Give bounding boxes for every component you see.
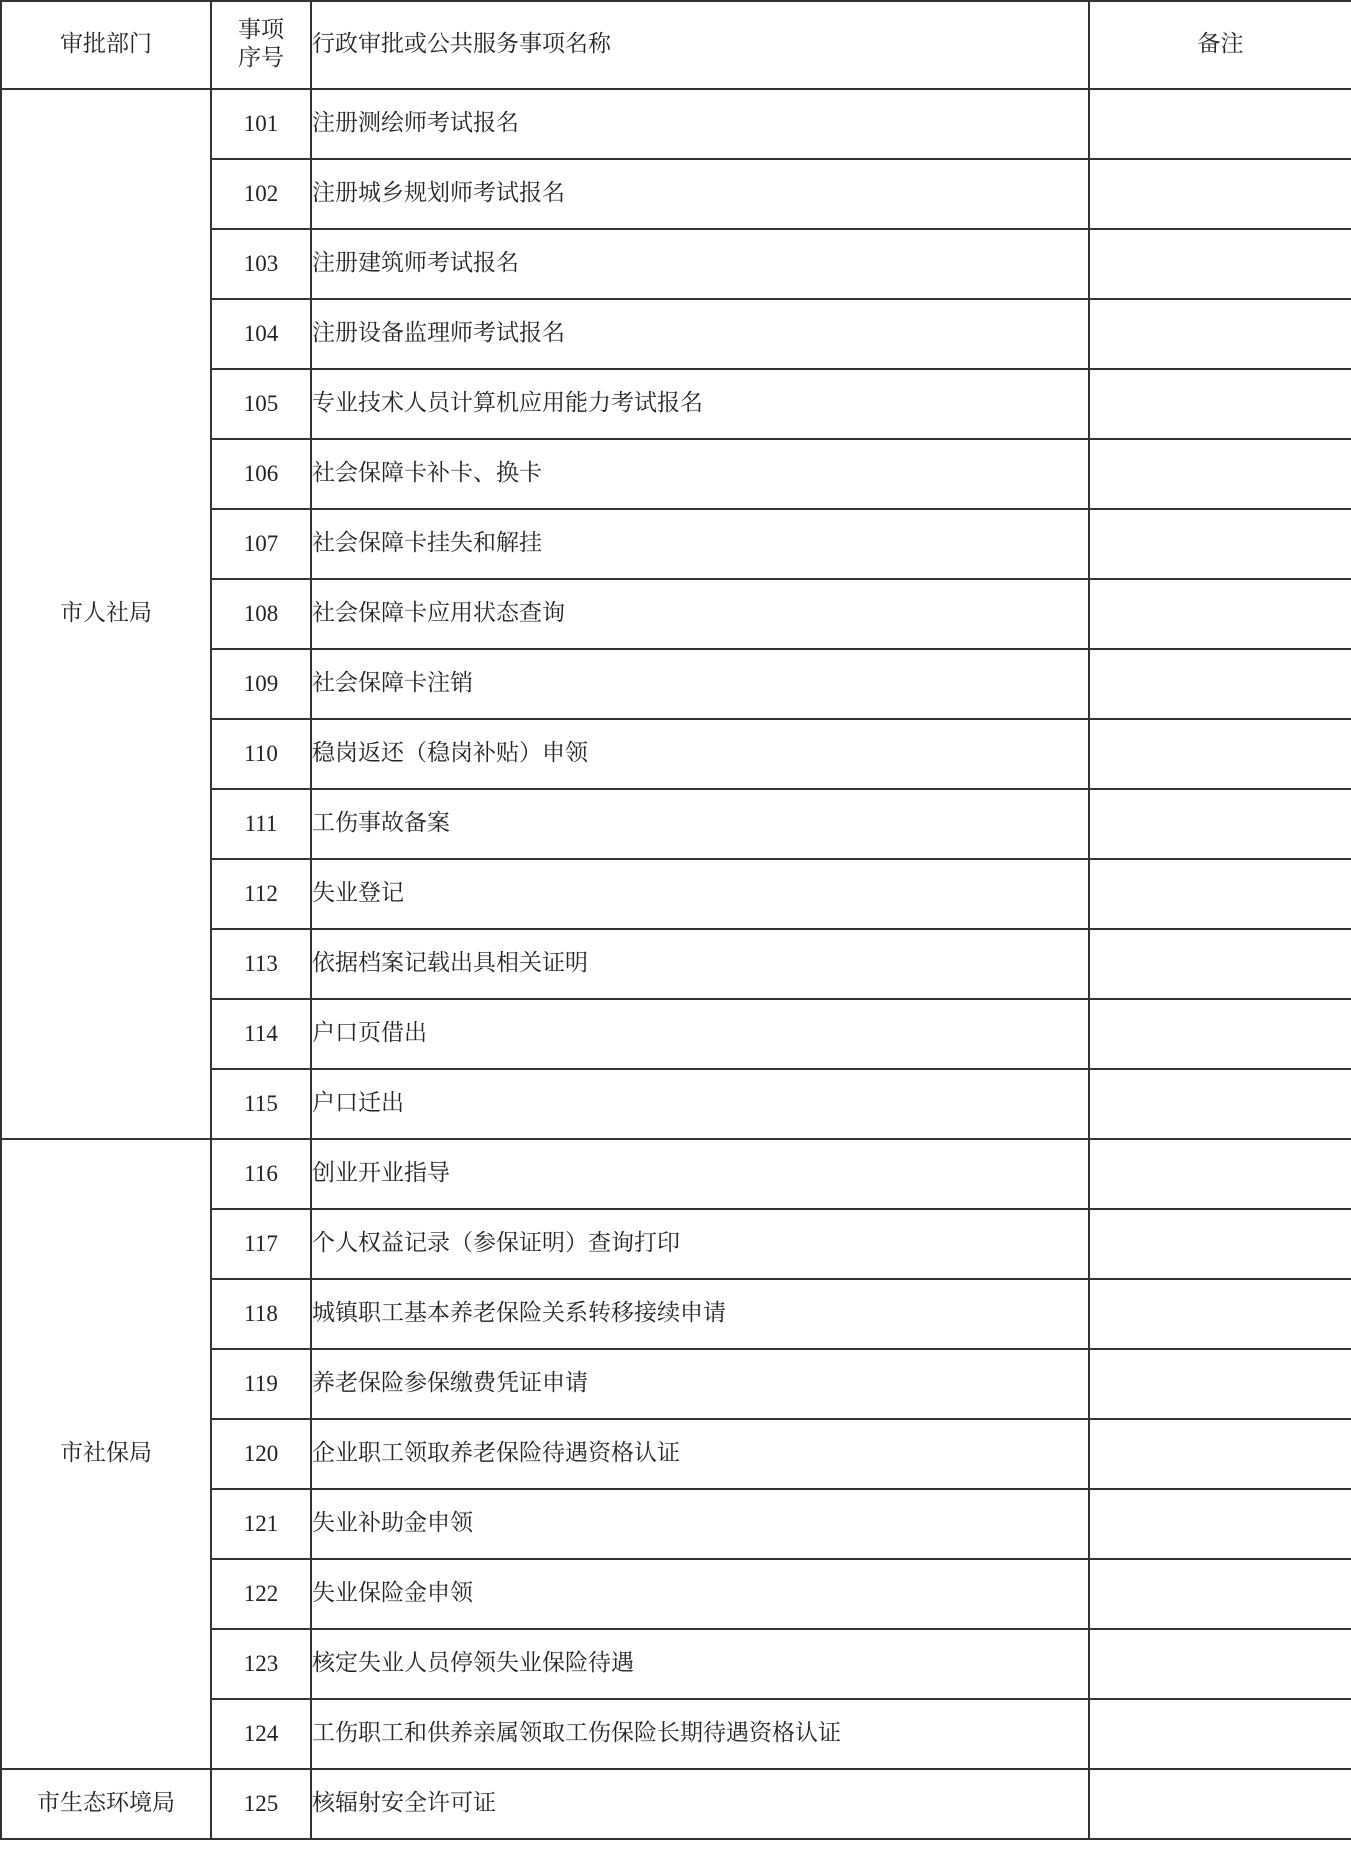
item-name-cell: 户口迁出	[311, 1069, 1089, 1139]
table-row	[1, 1769, 1351, 1839]
item-number-cell: 112	[211, 859, 311, 929]
item-name-cell: 社会保障卡应用状态查询	[311, 579, 1089, 649]
item-name-cell: 社会保障卡补卡、换卡	[311, 439, 1089, 509]
item-number-cell: 121	[211, 1489, 311, 1559]
item-name-cell: 养老保险参保缴费凭证申请	[311, 1349, 1089, 1419]
remark-cell	[1089, 369, 1351, 439]
item-number-cell: 102	[211, 159, 311, 229]
remark-cell	[1089, 229, 1351, 299]
item-number-cell: 105	[211, 369, 311, 439]
item-number-cell: 120	[211, 1419, 311, 1489]
remark-cell	[1089, 1069, 1351, 1139]
table-row	[1, 1139, 1351, 1209]
item-number-cell: 111	[211, 789, 311, 859]
table-row	[1, 89, 1351, 159]
item-name-cell: 依据档案记载出具相关证明	[311, 929, 1089, 999]
item-number-cell: 107	[211, 509, 311, 579]
item-name-cell: 稳岗返还（稳岗补贴）申领	[311, 719, 1089, 789]
item-name-cell: 失业保险金申领	[311, 1559, 1089, 1629]
item-number-cell: 125	[211, 1769, 311, 1839]
department-cell: 市人社局	[1, 89, 211, 1139]
remark-cell	[1089, 1139, 1351, 1209]
remark-cell	[1089, 159, 1351, 229]
item-name-cell: 社会保障卡注销	[311, 649, 1089, 719]
remark-cell	[1089, 579, 1351, 649]
remark-cell	[1089, 859, 1351, 929]
remark-cell	[1089, 1279, 1351, 1349]
item-name-cell: 失业登记	[311, 859, 1089, 929]
item-number-cell: 104	[211, 299, 311, 369]
item-name-cell: 核辐射安全许可证	[311, 1769, 1089, 1839]
remark-cell	[1089, 439, 1351, 509]
item-name-cell: 注册建筑师考试报名	[311, 229, 1089, 299]
remark-cell	[1089, 1419, 1351, 1489]
item-name-cell: 注册城乡规划师考试报名	[311, 159, 1089, 229]
item-number-cell: 119	[211, 1349, 311, 1419]
remark-cell	[1089, 1209, 1351, 1279]
department-cell: 市社保局	[1, 1139, 211, 1769]
remark-cell	[1089, 299, 1351, 369]
remark-cell	[1089, 649, 1351, 719]
remark-cell	[1089, 1489, 1351, 1559]
item-number-cell: 109	[211, 649, 311, 719]
item-number-cell: 122	[211, 1559, 311, 1629]
header-item-name: 行政审批或公共服务事项名称	[311, 1, 1089, 89]
remark-cell	[1089, 1559, 1351, 1629]
item-number-cell: 101	[211, 89, 311, 159]
remark-cell	[1089, 1349, 1351, 1419]
header-number-line1: 事项	[238, 17, 284, 44]
item-number-cell: 123	[211, 1629, 311, 1699]
item-name-cell: 社会保障卡挂失和解挂	[311, 509, 1089, 579]
item-number-cell: 106	[211, 439, 311, 509]
remark-cell	[1089, 1629, 1351, 1699]
department-cell: 市生态环境局	[1, 1769, 211, 1839]
header-number	[211, 1, 311, 89]
remark-cell	[1089, 789, 1351, 859]
item-name-cell: 城镇职工基本养老保险关系转移接续申请	[311, 1279, 1089, 1349]
item-number-cell: 124	[211, 1699, 311, 1769]
remark-cell	[1089, 89, 1351, 159]
item-name-cell: 个人权益记录（参保证明）查询打印	[311, 1209, 1089, 1279]
header-department: 审批部门	[1, 1, 211, 89]
table-body	[1, 89, 1351, 1839]
item-number-cell: 113	[211, 929, 311, 999]
item-number-cell: 117	[211, 1209, 311, 1279]
item-number-cell: 115	[211, 1069, 311, 1139]
item-name-cell: 失业补助金申领	[311, 1489, 1089, 1559]
remark-cell	[1089, 999, 1351, 1069]
item-number-cell: 118	[211, 1279, 311, 1349]
table-header-row	[1, 1, 1351, 89]
remark-cell	[1089, 1769, 1351, 1839]
item-name-cell: 专业技术人员计算机应用能力考试报名	[311, 369, 1089, 439]
item-name-cell: 户口页借出	[311, 999, 1089, 1069]
remark-cell	[1089, 1699, 1351, 1769]
item-name-cell: 企业职工领取养老保险待遇资格认证	[311, 1419, 1089, 1489]
item-number-cell: 110	[211, 719, 311, 789]
item-name-cell: 工伤事故备案	[311, 789, 1089, 859]
remark-cell	[1089, 929, 1351, 999]
remark-cell	[1089, 509, 1351, 579]
remark-cell	[1089, 719, 1351, 789]
item-number-cell: 114	[211, 999, 311, 1069]
header-number-line2: 序号	[238, 45, 284, 71]
item-name-cell: 创业开业指导	[311, 1139, 1089, 1209]
item-number-cell: 116	[211, 1139, 311, 1209]
item-number-cell: 103	[211, 229, 311, 299]
item-name-cell: 工伤职工和供养亲属领取工伤保险长期待遇资格认证	[311, 1699, 1089, 1769]
item-number-cell: 108	[211, 579, 311, 649]
item-name-cell: 注册设备监理师考试报名	[311, 299, 1089, 369]
header-remark: 备注	[1089, 1, 1351, 89]
item-name-cell: 注册测绘师考试报名	[311, 89, 1089, 159]
item-name-cell: 核定失业人员停领失业保险待遇	[311, 1629, 1089, 1699]
